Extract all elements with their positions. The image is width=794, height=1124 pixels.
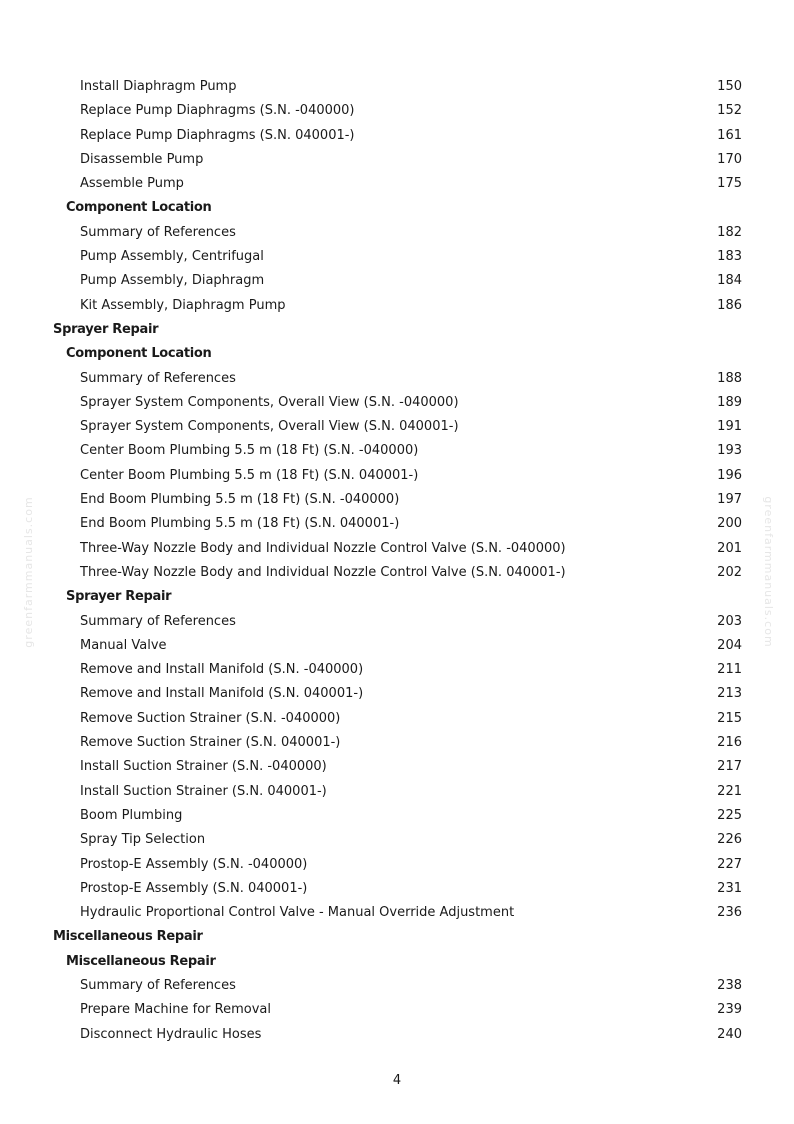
toc-entry-page-number: 239 [717,1002,742,1018]
toc-entry-title: Prostop-E Assembly (S.N. -040000) [80,856,308,872]
toc-entry-title: Summary of References [80,613,236,629]
toc-entry-title: Pump Assembly, Centrifugal [80,249,264,265]
toc-entry[interactable] [0,439,794,463]
toc-entry-title: Sprayer Repair [53,321,159,337]
table-of-contents [0,75,794,1047]
toc-entry-page-number: 200 [717,516,742,532]
toc-entry-page-number: 186 [717,297,742,313]
toc-entry[interactable] [0,488,794,512]
toc-subsection-heading[interactable] [0,342,794,366]
toc-entry-page-number: 191 [717,419,742,435]
toc-entry-title: Boom Plumbing [80,807,183,823]
toc-entry-page-number: 203 [717,613,742,629]
toc-entry-page-number: 225 [717,807,742,823]
toc-entry-page-number: 170 [717,151,742,167]
toc-entry-page-number: 196 [717,467,742,483]
toc-entry-page-number: 240 [717,1026,742,1042]
toc-entry-title: End Boom Plumbing 5.5 m (18 Ft) (S.N. 040001-) [80,516,400,532]
toc-entry-title: Component Location [66,346,212,362]
toc-entry[interactable] [0,124,794,148]
toc-entry-page-number: 202 [717,564,742,580]
toc-entry[interactable] [0,464,794,488]
toc-entry-page-number: 188 [717,370,742,386]
toc-entry-title: Install Suction Strainer (S.N. -040000) [80,759,327,775]
toc-entry-title: Sprayer System Components, Overall View (S.N. 040001-) [80,419,459,435]
toc-entry[interactable] [0,853,794,877]
toc-entry-title: Summary of References [80,370,236,386]
toc-entry-title: Hydraulic Proportional Control Valve - Manual Override Adjustment [80,905,515,921]
toc-entry-page-number: 221 [717,783,742,799]
toc-entry[interactable] [0,391,794,415]
toc-section-heading[interactable] [0,925,794,949]
toc-subsection-heading[interactable] [0,950,794,974]
toc-entry[interactable] [0,901,794,925]
toc-entry-title: Manual Valve [80,637,167,653]
toc-entry[interactable] [0,780,794,804]
toc-entry-title: Replace Pump Diaphragms (S.N. -040000) [80,103,355,119]
toc-entry[interactable] [0,99,794,123]
toc-entry-title: Disassemble Pump [80,151,204,167]
toc-entry[interactable] [0,998,794,1022]
toc-entry-page-number: 216 [717,735,742,751]
watermark-right: greenfarmmanuals.com [762,496,775,648]
toc-entry-title: Disconnect Hydraulic Hoses [80,1026,262,1042]
toc-entry[interactable] [0,755,794,779]
toc-entry-page-number: 193 [717,443,742,459]
toc-entry-title: Install Diaphragm Pump [80,79,237,94]
toc-entry-page-number: 238 [717,977,742,993]
toc-entry[interactable] [0,877,794,901]
toc-entry-title: Summary of References [80,977,236,993]
toc-entry-page-number: 217 [717,759,742,775]
toc-entry[interactable] [0,294,794,318]
toc-entry-title: Remove and Install Manifold (S.N. 040001-) [80,686,364,702]
toc-entry[interactable] [0,537,794,561]
toc-entry-title: Three-Way Nozzle Body and Individual Nozzle Control Valve (S.N. 040001-) [80,564,566,580]
toc-entry[interactable] [0,148,794,172]
toc-entry-page-number: 150 [717,79,742,94]
toc-entry-page-number: 231 [717,880,742,896]
toc-entry-page-number: 184 [717,273,742,289]
toc-subsection-heading[interactable] [0,585,794,609]
toc-entry-page-number: 227 [717,856,742,872]
toc-entry[interactable] [0,221,794,245]
toc-entry[interactable] [0,974,794,998]
toc-entry[interactable] [0,172,794,196]
toc-entry-title: Sprayer Repair [66,589,172,605]
toc-entry[interactable] [0,804,794,828]
toc-entry-page-number: 215 [717,710,742,726]
toc-entry-title: Summary of References [80,224,236,240]
toc-entry[interactable] [0,415,794,439]
toc-entry-title: Remove and Install Manifold (S.N. -040000) [80,662,364,678]
toc-entry[interactable] [0,1023,794,1047]
toc-section-heading[interactable] [0,318,794,342]
toc-entry-title: Install Suction Strainer (S.N. 040001-) [80,783,327,799]
toc-entry-page-number: 197 [717,492,742,508]
toc-entry-title: Prostop-E Assembly (S.N. 040001-) [80,880,308,896]
toc-entry-title: Spray Tip Selection [80,832,206,848]
toc-entry[interactable] [0,707,794,731]
toc-subsection-heading[interactable] [0,196,794,220]
toc-entry-page-number: 189 [717,394,742,410]
toc-entry-page-number: 175 [717,176,742,192]
toc-entry-page-number: 226 [717,832,742,848]
toc-entry-title: Pump Assembly, Diaphragm [80,273,265,289]
toc-entry-page-number: 201 [717,540,742,556]
toc-entry-title: Remove Suction Strainer (S.N. -040000) [80,710,341,726]
toc-entry[interactable] [0,245,794,269]
toc-entry[interactable] [0,512,794,536]
toc-entry[interactable] [0,269,794,293]
toc-entry[interactable] [0,682,794,706]
toc-entry-title: Center Boom Plumbing 5.5 m (18 Ft) (S.N. 040001-) [80,467,419,483]
page-number: 4 [392,1073,402,1088]
toc-entry-title: Center Boom Plumbing 5.5 m (18 Ft) (S.N. -040000) [80,443,419,459]
toc-entry-title: Remove Suction Strainer (S.N. 040001-) [80,735,341,751]
toc-entry-title: Miscellaneous Repair [53,929,203,945]
toc-entry-page-number: 213 [717,686,742,702]
toc-entry[interactable] [0,610,794,634]
watermark-left: greenfarmmanuals.com [22,496,35,648]
toc-entry-title: Prepare Machine for Removal [80,1002,271,1018]
toc-entry-page-number: 182 [717,224,742,240]
toc-entry-page-number: 204 [717,637,742,653]
toc-entry-title: Three-Way Nozzle Body and Individual Nozzle Control Valve (S.N. -040000) [80,540,566,556]
toc-entry-title: Assemble Pump [80,176,184,192]
toc-entry[interactable] [0,634,794,658]
toc-entry-title: Sprayer System Components, Overall View (S.N. -040000) [80,394,459,410]
toc-entry-page-number: 183 [717,249,742,265]
toc-entry-page-number: 236 [717,905,742,921]
toc-entry[interactable] [0,561,794,585]
toc-entry[interactable] [0,828,794,852]
toc-entry[interactable] [0,367,794,391]
toc-entry[interactable] [0,658,794,682]
toc-entry-page-number: 211 [717,662,742,678]
toc-entry-title: End Boom Plumbing 5.5 m (18 Ft) (S.N. -040000) [80,492,400,508]
toc-entry-page-number: 161 [717,127,742,143]
toc-entry-title: Miscellaneous Repair [66,953,216,969]
toc-entry[interactable] [0,75,794,99]
toc-entry[interactable] [0,731,794,755]
toc-entry-title: Replace Pump Diaphragms (S.N. 040001-) [80,127,355,143]
toc-entry-title: Kit Assembly, Diaphragm Pump [80,297,286,313]
toc-entry-page-number: 152 [717,103,742,119]
toc-entry-title: Component Location [66,200,212,216]
